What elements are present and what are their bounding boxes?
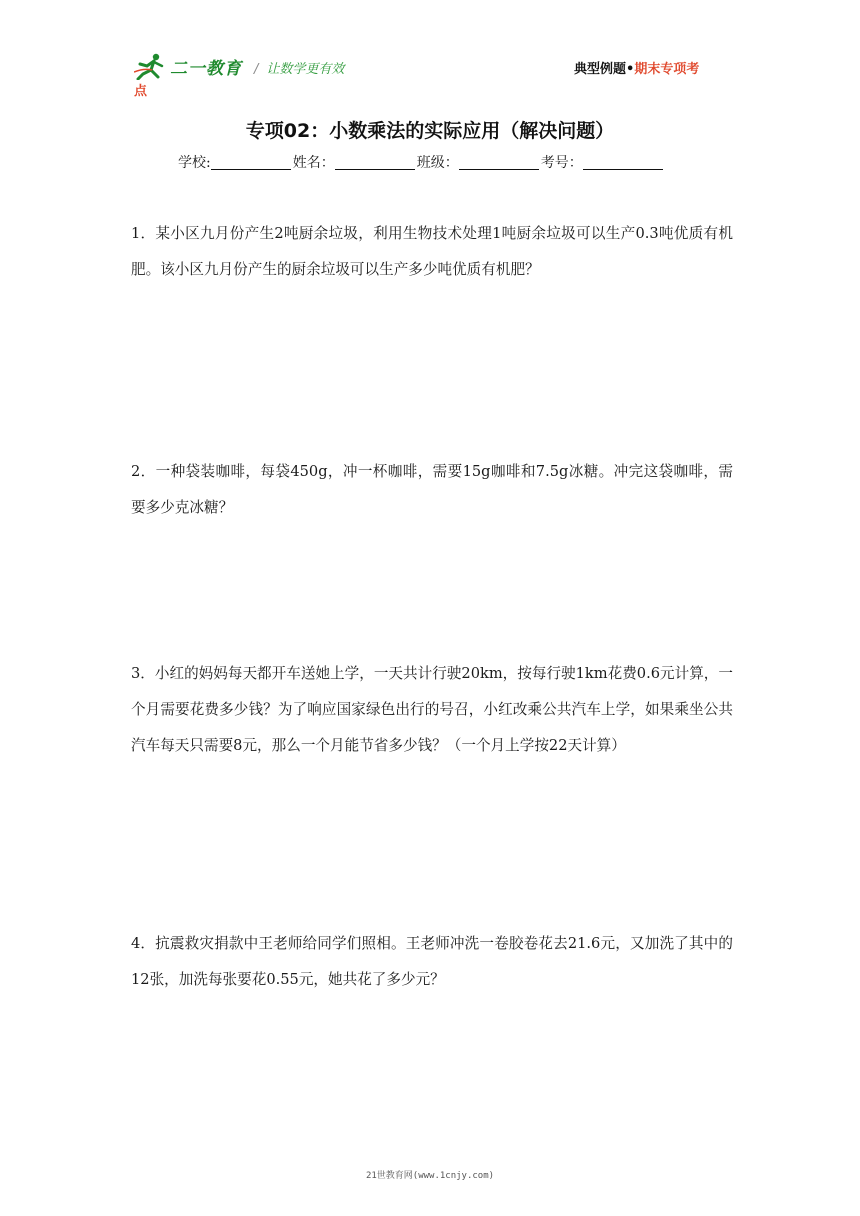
slogan-separator: /	[254, 62, 259, 77]
page-title: 专项02：小数乘法的实际应用（解决问题）	[245, 120, 615, 142]
question-2: 2．一种袋装咖啡，每袋450g，冲一杯咖啡，需要15g咖啡和7.5g冰糖。冲完这袋咖啡，需要多少克冰糖？	[131, 463, 733, 516]
question-4: 4．抗震救灾捐款中王老师给同学们照相。王老师冲洗一卷胶卷花去21.6元，又加洗了其中的12张，加洗每张要花0.55元，她共花了多少元？	[131, 935, 733, 988]
question-3: 3．小红的妈妈每天都开车送她上学，一天共计行驶20km，按每行驶1km花费0.6元计算，一个月需要花费多少钱？为了响应国家绿色出行的号召，小红改乘公共汽车上学，如果乘坐公共汽车每天只需要8元，那么一个月能节省多少钱？（一个月上学按22天计算）	[131, 665, 733, 754]
page-footer: 21世教育网(www.1cnjy.com)	[365, 1171, 495, 1181]
slogan-text: 让数学更有效	[266, 62, 345, 77]
school-blank	[211, 155, 291, 170]
class-blank	[459, 155, 539, 170]
student-info-line	[178, 152, 665, 172]
logo-text: 二一教育	[170, 58, 242, 79]
page-header	[134, 48, 734, 99]
slogan	[254, 58, 344, 77]
school-label: 学校:	[178, 155, 211, 171]
tag-prefix: 典型例题•	[574, 62, 635, 77]
tag-wrap-char: 点	[134, 84, 148, 99]
name-label: 姓名：	[292, 155, 335, 171]
logo	[134, 52, 242, 80]
exam-label: 考号：	[540, 155, 583, 171]
name-blank	[335, 155, 415, 170]
tag-highlight: 期末专项考	[634, 62, 700, 77]
exam-blank	[583, 155, 663, 170]
class-label: 班级：	[416, 155, 459, 171]
runner-logo-icon	[134, 52, 168, 80]
question-1: 1．某小区九月份产生2吨厨余垃圾，利用生物技术处理1吨厨余垃圾可以生产0.3吨优质有机肥。该小区九月份产生的厨余垃圾可以生产多少吨优质有机肥？	[131, 225, 733, 278]
header-tag	[574, 58, 699, 77]
